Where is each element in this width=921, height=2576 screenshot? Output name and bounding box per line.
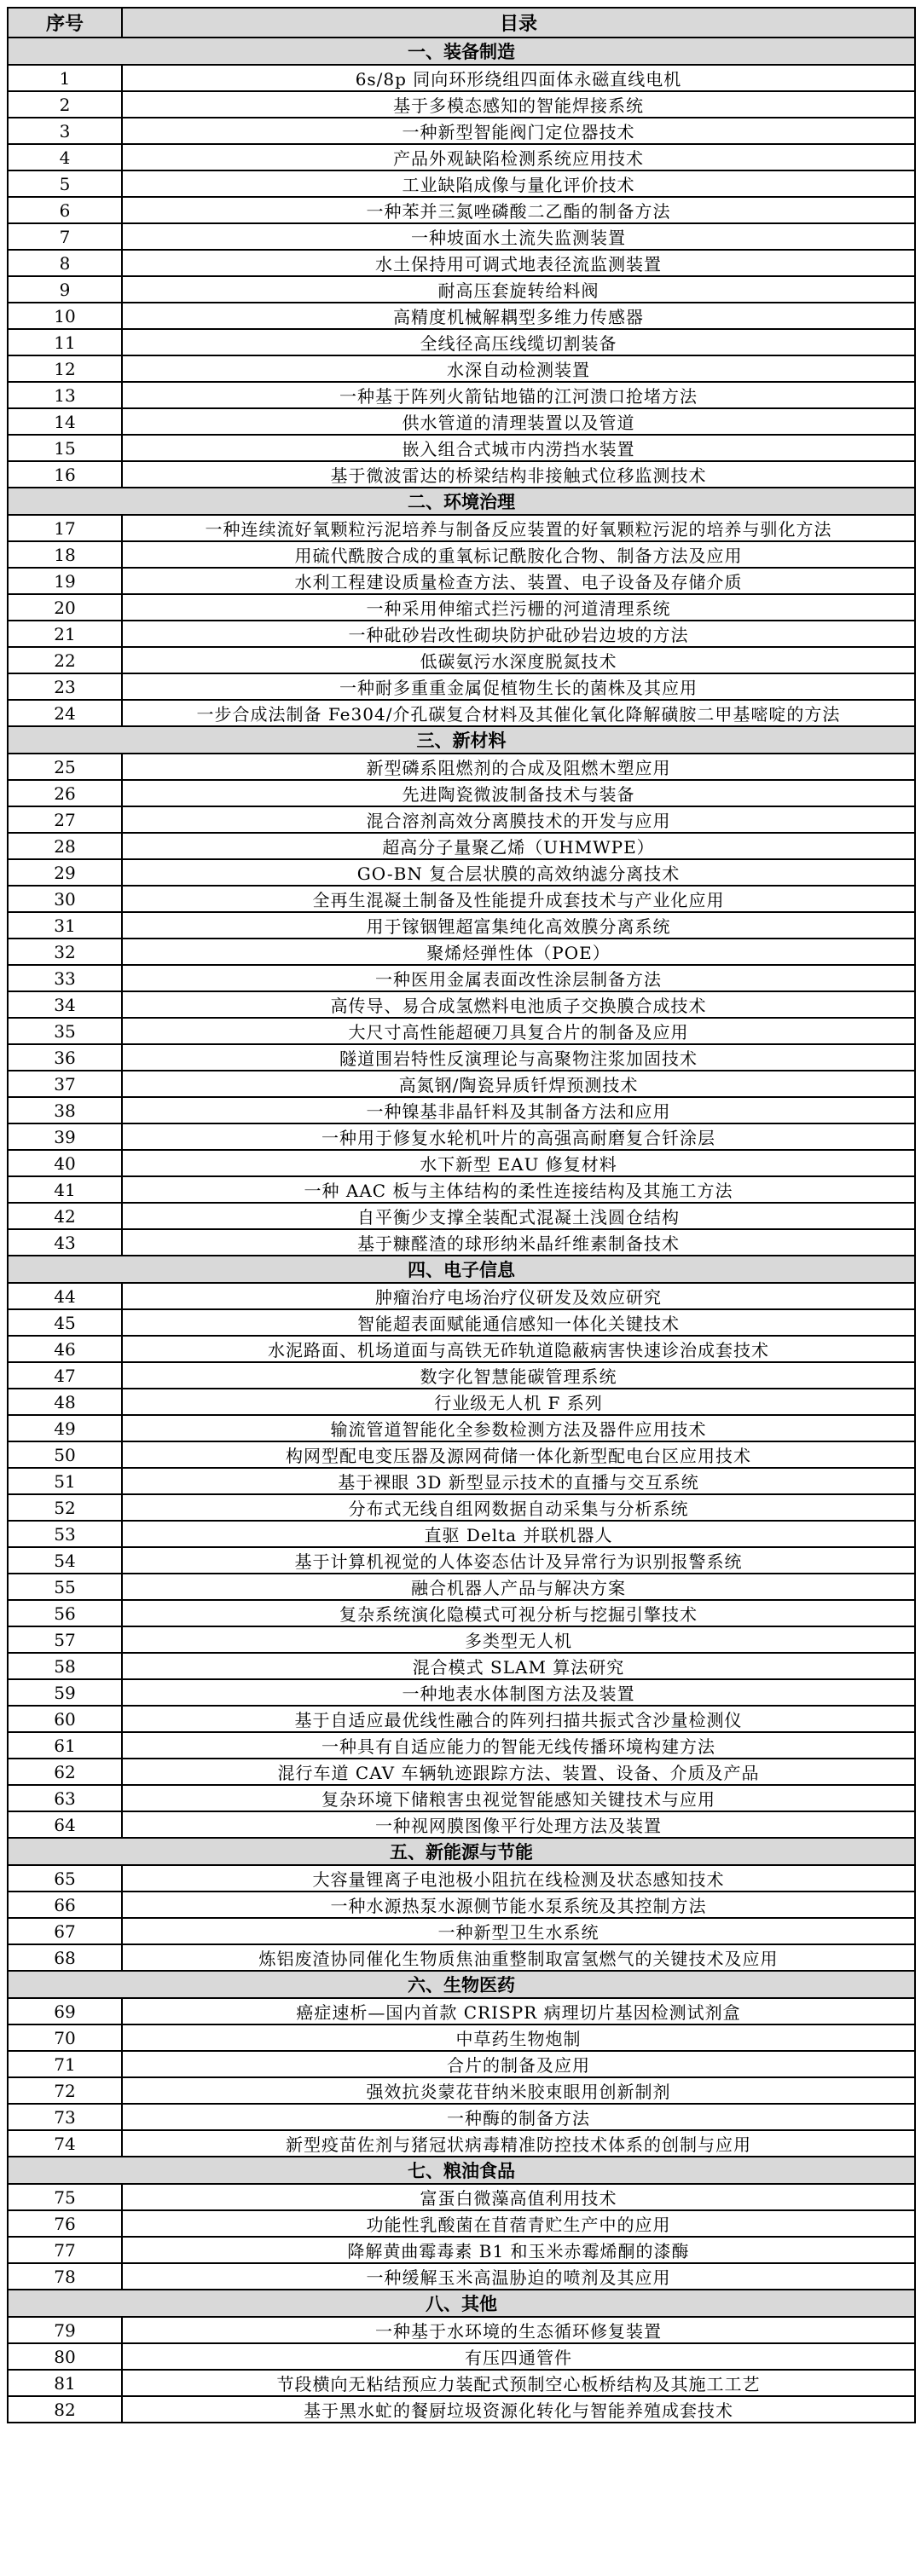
table-row	[8, 1865, 915, 1892]
item-title: 合片的制备及应用	[122, 2051, 915, 2077]
item-title: 新型磷系阻燃剂的合成及阻燃木塑应用	[122, 754, 915, 780]
item-title: 一种苯并三氮唑磷酸二乙酯的制备方法	[122, 197, 915, 223]
item-number: 27	[8, 806, 122, 833]
item-title: 融合机器人产品与解决方案	[122, 1574, 915, 1600]
item-number: 39	[8, 1123, 122, 1150]
item-number: 36	[8, 1044, 122, 1071]
item-number: 17	[8, 515, 122, 541]
table-row	[8, 2343, 915, 2370]
item-title: 多类型无人机	[122, 1626, 915, 1653]
item-title: 高传导、易合成氢燃料电池质子交换膜合成技术	[122, 991, 915, 1018]
item-number: 70	[8, 2024, 122, 2051]
table-row	[8, 886, 915, 912]
item-title: 一种砒砂岩改性砌块防护砒砂岩边坡的方法	[122, 621, 915, 647]
item-title: 用硫代酰胺合成的重氧标记酰胺化合物、制备方法及应用	[122, 541, 915, 568]
item-number: 33	[8, 965, 122, 991]
item-title: 一种具有自适应能力的智能无线传播环境构建方法	[122, 1732, 915, 1759]
item-number: 82	[8, 2396, 122, 2423]
table-row	[8, 1653, 915, 1679]
item-number: 22	[8, 647, 122, 673]
table-row	[8, 2210, 915, 2237]
item-number: 69	[8, 1998, 122, 2024]
item-number: 13	[8, 382, 122, 408]
item-title: 水深自动检测装置	[122, 355, 915, 382]
item-title: 中草药生物炮制	[122, 2024, 915, 2051]
item-title: 高精度机械解耦型多维力传感器	[122, 303, 915, 329]
item-title: 水泥路面、机场道面与高铁无砟轨道隐蔽病害快速诊治成套技术	[122, 1336, 915, 1362]
table-row	[8, 1441, 915, 1468]
item-number: 42	[8, 1203, 122, 1229]
table-row	[8, 965, 915, 991]
item-title: 用于镓铟锂超富集纯化高效膜分离系统	[122, 912, 915, 939]
item-title: 基于计算机视觉的人体姿态估计及异常行为识别报警系统	[122, 1547, 915, 1574]
item-number: 4	[8, 144, 122, 170]
item-title: 供水管道的清理装置以及管道	[122, 408, 915, 435]
item-number: 75	[8, 2184, 122, 2210]
header-catalog: 目录	[122, 8, 915, 38]
item-title: 基于裸眼 3D 新型显示技术的直播与交互系统	[122, 1468, 915, 1494]
item-number: 12	[8, 355, 122, 382]
table-row	[8, 1732, 915, 1759]
item-number: 67	[8, 1918, 122, 1944]
item-number: 62	[8, 1759, 122, 1785]
section-title: 一、装备制造	[8, 38, 915, 65]
item-number: 10	[8, 303, 122, 329]
item-number: 79	[8, 2317, 122, 2343]
table-row	[8, 2104, 915, 2130]
item-title: 炼铝废渣协同催化生物质焦油重整制取富氢燃气的关键技术及应用	[122, 1944, 915, 1971]
item-title: 一种耐多重重金属促植物生长的菌株及其应用	[122, 673, 915, 700]
table-row	[8, 1203, 915, 1229]
item-number: 35	[8, 1018, 122, 1044]
table-row	[8, 435, 915, 461]
table-row	[8, 1600, 915, 1626]
item-title: 隧道围岩特性反演理论与高聚物注浆加固技术	[122, 1044, 915, 1071]
item-number: 23	[8, 673, 122, 700]
table-row	[8, 1150, 915, 1176]
table-row	[8, 329, 915, 355]
table-row	[8, 833, 915, 859]
catalog-document	[7, 7, 914, 2423]
item-title: 高氮钢/陶瓷异质钎焊预测技术	[122, 1071, 915, 1097]
item-title: 一种医用金属表面改性涂层制备方法	[122, 965, 915, 991]
section-title: 五、新能源与节能	[8, 1838, 915, 1865]
item-number: 52	[8, 1494, 122, 1521]
table-row	[8, 541, 915, 568]
item-number: 56	[8, 1600, 122, 1626]
item-title: 水下新型 EAU 修复材料	[122, 1150, 915, 1176]
item-number: 46	[8, 1336, 122, 1362]
item-title: 一种水源热泵水源侧节能水泵系统及其控制方法	[122, 1892, 915, 1918]
table-row	[8, 2263, 915, 2290]
item-number: 63	[8, 1785, 122, 1811]
item-number: 71	[8, 2051, 122, 2077]
table-row	[8, 2237, 915, 2263]
table-row	[8, 1759, 915, 1785]
table-row	[8, 1389, 915, 1415]
header-number: 序号	[8, 8, 122, 38]
table-row	[8, 461, 915, 488]
item-number: 65	[8, 1865, 122, 1892]
table-row	[8, 2130, 915, 2157]
item-number: 18	[8, 541, 122, 568]
item-number: 7	[8, 223, 122, 250]
item-title: 有压四通管件	[122, 2343, 915, 2370]
item-number: 16	[8, 461, 122, 488]
table-row	[8, 1071, 915, 1097]
item-number: 72	[8, 2077, 122, 2104]
catalog-table	[7, 7, 916, 2423]
item-title: 一种基于阵列火箭钻地锚的江河溃口抢堵方法	[122, 382, 915, 408]
item-number: 20	[8, 594, 122, 621]
item-title: 6s/8p 同向环形绕组四面体永磁直线电机	[122, 65, 915, 91]
item-number: 53	[8, 1521, 122, 1547]
table-row	[8, 1998, 915, 2024]
table-row	[8, 1336, 915, 1362]
table-row	[8, 991, 915, 1018]
section-header-row	[8, 1256, 915, 1283]
item-title: 富蛋白微藻高值利用技术	[122, 2184, 915, 2210]
item-title: 超高分子量聚乙烯（UHMWPE）	[122, 833, 915, 859]
item-title: 自平衡少支撑全装配式混凝土浅圆仓结构	[122, 1203, 915, 1229]
item-title: 混行车道 CAV 车辆轨迹跟踪方法、装置、设备、介质及产品	[122, 1759, 915, 1785]
item-number: 48	[8, 1389, 122, 1415]
table-row	[8, 939, 915, 965]
item-title: 输流管道智能化全参数检测方法及器件应用技术	[122, 1415, 915, 1441]
item-title: 先进陶瓷微波制备技术与装备	[122, 780, 915, 806]
table-row	[8, 1626, 915, 1653]
item-number: 37	[8, 1071, 122, 1097]
item-number: 80	[8, 2343, 122, 2370]
table-row	[8, 1892, 915, 1918]
item-title: 降解黄曲霉毒素 B1 和玉米赤霉烯酮的漆酶	[122, 2237, 915, 2263]
item-number: 78	[8, 2263, 122, 2290]
item-title: 全线径高压线缆切割装备	[122, 329, 915, 355]
item-title: 混合模式 SLAM 算法研究	[122, 1653, 915, 1679]
item-title: 一种基于水环境的生态循环修复装置	[122, 2317, 915, 2343]
table-row	[8, 647, 915, 673]
table-row	[8, 594, 915, 621]
item-number: 38	[8, 1097, 122, 1123]
item-title: 水利工程建设质量检查方法、装置、电子设备及存储介质	[122, 568, 915, 594]
item-number: 26	[8, 780, 122, 806]
table-row	[8, 223, 915, 250]
item-title: GO-BN 复合层状膜的高效纳滤分离技术	[122, 859, 915, 886]
table-row	[8, 144, 915, 170]
table-row	[8, 515, 915, 541]
item-number: 40	[8, 1150, 122, 1176]
table-row	[8, 1362, 915, 1389]
table-row	[8, 1547, 915, 1574]
table-row	[8, 780, 915, 806]
item-title: 产品外观缺陷检测系统应用技术	[122, 144, 915, 170]
item-number: 54	[8, 1547, 122, 1574]
table-row	[8, 408, 915, 435]
item-number: 50	[8, 1441, 122, 1468]
table-row	[8, 1283, 915, 1309]
item-title: 分布式无线自组网数据自动采集与分析系统	[122, 1494, 915, 1521]
item-title: 水土保持用可调式地表径流监测装置	[122, 250, 915, 276]
item-number: 77	[8, 2237, 122, 2263]
item-title: 工业缺陷成像与量化评价技术	[122, 170, 915, 197]
section-header-row	[8, 1971, 915, 1998]
item-title: 聚烯烃弹性体（POE）	[122, 939, 915, 965]
item-title: 基于多模态感知的智能焊接系统	[122, 91, 915, 118]
item-number: 28	[8, 833, 122, 859]
item-number: 45	[8, 1309, 122, 1336]
table-row	[8, 197, 915, 223]
item-title: 智能超表面赋能通信感知一体化关键技术	[122, 1309, 915, 1336]
item-title: 一种用于修复水轮机叶片的高强高耐磨复合钎涂层	[122, 1123, 915, 1150]
section-title: 八、其他	[8, 2290, 915, 2317]
item-number: 60	[8, 1706, 122, 1732]
section-header-row	[8, 1838, 915, 1865]
table-row	[8, 1811, 915, 1838]
section-title: 三、新材料	[8, 726, 915, 754]
item-title: 嵌入组合式城市内涝挡水装置	[122, 435, 915, 461]
item-number: 81	[8, 2370, 122, 2396]
item-title: 一步合成法制备 Fe304/介孔碳复合材料及其催化氧化降解磺胺二甲基嘧啶的方法	[122, 700, 915, 726]
table-row	[8, 1918, 915, 1944]
table-row	[8, 1706, 915, 1732]
item-number: 6	[8, 197, 122, 223]
table-row	[8, 1309, 915, 1336]
item-title: 直驱 Delta 并联机器人	[122, 1521, 915, 1547]
item-number: 49	[8, 1415, 122, 1441]
item-number: 25	[8, 754, 122, 780]
table-row	[8, 1044, 915, 1071]
item-number: 14	[8, 408, 122, 435]
section-header-row	[8, 2157, 915, 2184]
item-number: 74	[8, 2130, 122, 2157]
section-title: 七、粮油食品	[8, 2157, 915, 2184]
table-row	[8, 65, 915, 91]
section-title: 六、生物医药	[8, 1971, 915, 1998]
section-title: 四、电子信息	[8, 1256, 915, 1283]
item-title: 低碳氨污水深度脱氮技术	[122, 647, 915, 673]
item-number: 1	[8, 65, 122, 91]
item-number: 55	[8, 1574, 122, 1600]
table-row	[8, 355, 915, 382]
table-row	[8, 118, 915, 144]
item-number: 68	[8, 1944, 122, 1971]
item-number: 9	[8, 276, 122, 303]
item-title: 大尺寸高性能超硬刀具复合片的制备及应用	[122, 1018, 915, 1044]
item-title: 癌症速析—国内首款 CRISPR 病理切片基因检测试剂盒	[122, 1998, 915, 2024]
item-title: 功能性乳酸菌在苜蓿青贮生产中的应用	[122, 2210, 915, 2237]
item-title: 基于黑水虻的餐厨垃圾资源化转化与智能养殖成套技术	[122, 2396, 915, 2423]
item-title: 一种地表水体制图方法及装置	[122, 1679, 915, 1706]
item-number: 24	[8, 700, 122, 726]
item-title: 基于微波雷达的桥梁结构非接触式位移监测技术	[122, 461, 915, 488]
table-row	[8, 700, 915, 726]
item-title: 新型疫苗佐剂与猪冠状病毒精准防控技术体系的创制与应用	[122, 2130, 915, 2157]
table-header-row	[8, 8, 915, 38]
item-title: 耐高压套旋转给料阀	[122, 276, 915, 303]
item-title: 强效抗炎蒙花苷纳米胶束眼用创新制剂	[122, 2077, 915, 2104]
item-title: 基于糠醛渣的球形纳米晶纤维素制备技术	[122, 1229, 915, 1256]
table-row	[8, 859, 915, 886]
item-number: 32	[8, 939, 122, 965]
table-row	[8, 303, 915, 329]
item-number: 19	[8, 568, 122, 594]
item-number: 61	[8, 1732, 122, 1759]
item-title: 一种缓解玉米高温胁迫的喷剂及其应用	[122, 2263, 915, 2290]
item-title: 数字化智慧能碳管理系统	[122, 1362, 915, 1389]
item-title: 一种新型卫生水系统	[122, 1918, 915, 1944]
item-title: 一种坡面水土流失监测装置	[122, 223, 915, 250]
table-row	[8, 2051, 915, 2077]
item-number: 21	[8, 621, 122, 647]
item-title: 基于自适应最优线性融合的阵列扫描共振式含沙量检测仪	[122, 1706, 915, 1732]
table-row	[8, 1018, 915, 1044]
section-header-row	[8, 488, 915, 515]
table-row	[8, 1494, 915, 1521]
item-title: 构网型配电变压器及源网荷储一体化新型配电台区应用技术	[122, 1441, 915, 1468]
table-row	[8, 91, 915, 118]
table-row	[8, 2396, 915, 2423]
section-header-row	[8, 2290, 915, 2317]
item-number: 44	[8, 1283, 122, 1309]
table-row	[8, 2024, 915, 2051]
item-number: 15	[8, 435, 122, 461]
table-row	[8, 1574, 915, 1600]
item-number: 34	[8, 991, 122, 1018]
item-title: 肿瘤治疗电场治疗仪研发及效应研究	[122, 1283, 915, 1309]
table-row	[8, 1679, 915, 1706]
table-row	[8, 621, 915, 647]
item-title: 一种新型智能阀门定位器技术	[122, 118, 915, 144]
table-row	[8, 1468, 915, 1494]
table-row	[8, 754, 915, 780]
item-number: 43	[8, 1229, 122, 1256]
item-number: 58	[8, 1653, 122, 1679]
table-row	[8, 1097, 915, 1123]
item-number: 41	[8, 1176, 122, 1203]
item-number: 31	[8, 912, 122, 939]
item-number: 64	[8, 1811, 122, 1838]
table-row	[8, 1944, 915, 1971]
item-number: 57	[8, 1626, 122, 1653]
item-title: 一种连续流好氧颗粒污泥培养与制备反应装置的好氧颗粒污泥的培养与驯化方法	[122, 515, 915, 541]
table-row	[8, 170, 915, 197]
item-title: 一种酶的制备方法	[122, 2104, 915, 2130]
item-number: 59	[8, 1679, 122, 1706]
item-number: 51	[8, 1468, 122, 1494]
section-title: 二、环境治理	[8, 488, 915, 515]
item-title: 一种采用伸缩式拦污栅的河道清理系统	[122, 594, 915, 621]
table-row	[8, 806, 915, 833]
item-title: 全再生混凝土制备及性能提升成套技术与产业化应用	[122, 886, 915, 912]
item-number: 3	[8, 118, 122, 144]
item-title: 复杂系统演化隐模式可视分析与挖掘引擎技术	[122, 1600, 915, 1626]
section-header-row	[8, 726, 915, 754]
item-title: 复杂环境下储粮害虫视觉智能感知关键技术与应用	[122, 1785, 915, 1811]
table-row	[8, 2370, 915, 2396]
item-number: 30	[8, 886, 122, 912]
section-header-row	[8, 38, 915, 65]
item-number: 2	[8, 91, 122, 118]
table-row	[8, 2077, 915, 2104]
item-title: 大容量锂离子电池极小阻抗在线检测及状态感知技术	[122, 1865, 915, 1892]
table-row	[8, 1521, 915, 1547]
table-row	[8, 1176, 915, 1203]
item-number: 66	[8, 1892, 122, 1918]
item-number: 76	[8, 2210, 122, 2237]
table-row	[8, 2317, 915, 2343]
item-number: 29	[8, 859, 122, 886]
item-number: 47	[8, 1362, 122, 1389]
item-title: 一种视网膜图像平行处理方法及装置	[122, 1811, 915, 1838]
item-title: 一种镍基非晶钎料及其制备方法和应用	[122, 1097, 915, 1123]
item-title: 混合溶剂高效分离膜技术的开发与应用	[122, 806, 915, 833]
table-row	[8, 1123, 915, 1150]
table-row	[8, 382, 915, 408]
table-row	[8, 568, 915, 594]
table-row	[8, 1785, 915, 1811]
item-title: 节段横向无粘结预应力装配式预制空心板桥结构及其施工工艺	[122, 2370, 915, 2396]
catalog-body	[8, 38, 915, 2423]
table-row	[8, 250, 915, 276]
table-row	[8, 912, 915, 939]
table-row	[8, 1229, 915, 1256]
item-number: 73	[8, 2104, 122, 2130]
item-title: 行业级无人机 F 系列	[122, 1389, 915, 1415]
table-row	[8, 673, 915, 700]
item-title: 一种 AAC 板与主体结构的柔性连接结构及其施工方法	[122, 1176, 915, 1203]
table-row	[8, 2184, 915, 2210]
item-number: 5	[8, 170, 122, 197]
item-number: 11	[8, 329, 122, 355]
table-row	[8, 1415, 915, 1441]
table-row	[8, 276, 915, 303]
item-number: 8	[8, 250, 122, 276]
